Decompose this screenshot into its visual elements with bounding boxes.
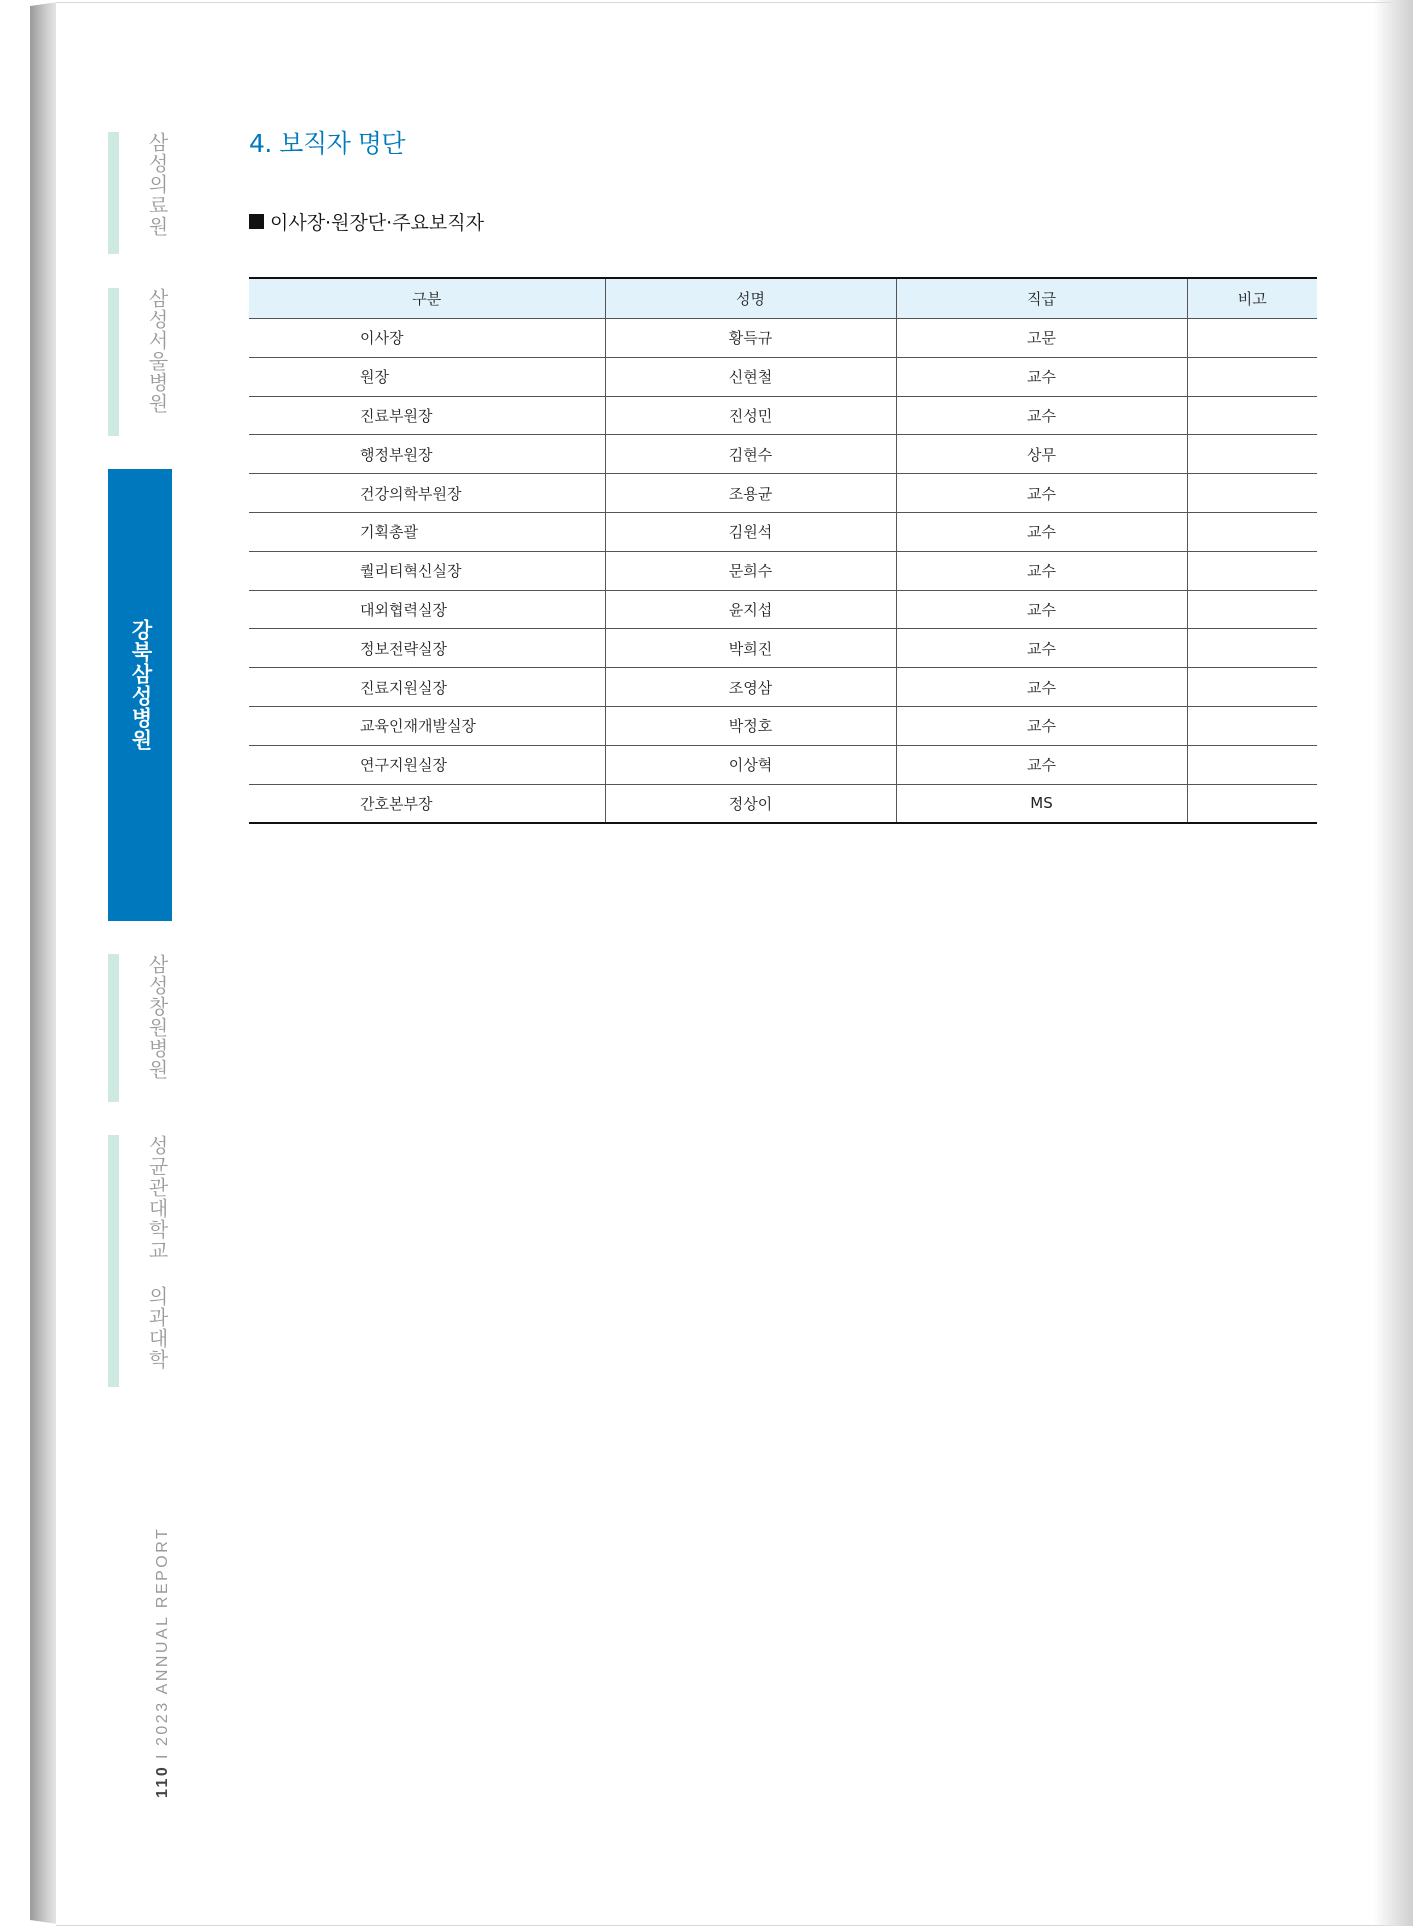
table-row [249,590,1317,629]
cell-note [1187,668,1317,707]
cell-name: 황득규 [605,319,896,358]
cell-division: 연구지원실장 [249,745,605,784]
section-title: 4. 보직자 명단 [249,129,405,158]
cell-division: 진료부원장 [249,396,605,435]
table-header-row [249,278,1317,319]
table-row [249,474,1317,513]
cell-note [1187,629,1317,668]
subsection-title-text: 이사장·원장단·주요보직자 [270,212,484,234]
cell-name: 진성민 [605,396,896,435]
subsection-title [249,208,484,235]
cell-rank: MS [896,784,1187,823]
column-header-note: 비고 [1187,278,1317,319]
cell-name: 김현수 [605,435,896,474]
sidebar-tab-samsung-medical-center[interactable] [108,132,172,254]
column-header-division: 구분 [249,278,605,319]
cell-note [1187,706,1317,745]
cell-rank: 교수 [896,629,1187,668]
page-number: 110 [154,1764,171,1798]
cell-rank: 교수 [896,474,1187,513]
cell-rank: 교수 [896,745,1187,784]
cell-rank: 교수 [896,357,1187,396]
cell-name: 김원석 [605,512,896,551]
table-row [249,784,1317,823]
footer-separator: I [154,1751,171,1759]
cell-note [1187,474,1317,513]
cell-note [1187,590,1317,629]
cell-name: 신현철 [605,357,896,396]
table-row [249,706,1317,745]
cell-division: 퀄리티혁신실장 [249,551,605,590]
table-row [249,745,1317,784]
cell-name: 이상혁 [605,745,896,784]
cell-division: 간호본부장 [249,784,605,823]
cell-rank: 상무 [896,435,1187,474]
cell-note [1187,319,1317,358]
table-row [249,629,1317,668]
cell-name: 조용균 [605,474,896,513]
table-row [249,319,1317,358]
cell-division: 교육인재개발실장 [249,706,605,745]
cell-name: 박희진 [605,629,896,668]
sidebar-tab-bar [108,1135,119,1387]
table-row [249,668,1317,707]
sidebar-tab-label: 삼성창원병원 [145,954,169,1080]
cell-division: 진료지원실장 [249,668,605,707]
cell-division: 행정부원장 [249,435,605,474]
column-header-rank: 직급 [896,278,1187,319]
sidebar-tab-samsung-changwon-hospital[interactable] [108,954,172,1102]
cell-note [1187,551,1317,590]
page-footer [152,1526,174,1798]
cell-note [1187,396,1317,435]
column-header-name: 성명 [605,278,896,319]
cell-name: 문희수 [605,551,896,590]
book-spine-edge [30,2,58,1924]
cell-rank: 고문 [896,319,1187,358]
sidebar-tab-bar [108,288,119,436]
cell-note [1187,512,1317,551]
cell-rank: 교수 [896,706,1187,745]
sidebar-tab-samsung-seoul-hospital[interactable] [108,288,172,436]
table-row [249,512,1317,551]
sidebar-tab-bar [108,132,119,254]
cell-rank: 교수 [896,396,1187,435]
sidebar-tab-kangbuk-samsung-hospital[interactable] [108,469,172,921]
table-row [249,435,1317,474]
sidebar-tab-label: 성균관대학교 의과대학 [145,1135,169,1370]
cell-division: 원장 [249,357,605,396]
cell-name: 박정호 [605,706,896,745]
officials-table [249,277,1317,824]
page-gutter-shadow [1373,0,1413,1926]
cell-rank: 교수 [896,590,1187,629]
sidebar-tab-skku-medicine[interactable] [108,1135,172,1387]
table-row [249,396,1317,435]
cell-name: 정상이 [605,784,896,823]
cell-rank: 교수 [896,668,1187,707]
sidebar-tab-bar [108,954,119,1102]
cell-rank: 교수 [896,551,1187,590]
sidebar-tab-label: 삼성의료원 [145,132,169,237]
table-row [249,551,1317,590]
cell-division: 대외협력실장 [249,590,605,629]
cell-division: 건강의학부원장 [249,474,605,513]
cell-division: 이사장 [249,319,605,358]
cell-name: 조영삼 [605,668,896,707]
cell-note [1187,784,1317,823]
sidebar-tab-label: 강북삼성병원 [129,619,153,751]
sidebar-tab-label: 삼성서울병원 [145,288,169,414]
square-bullet-icon [249,214,264,229]
cell-name: 윤지섭 [605,590,896,629]
cell-division: 정보전략실장 [249,629,605,668]
cell-division: 기획총괄 [249,512,605,551]
cell-note [1187,357,1317,396]
report-title: 2023 ANNUAL REPORT [154,1526,171,1746]
table-row [249,357,1317,396]
cell-note [1187,435,1317,474]
cell-note [1187,745,1317,784]
cell-rank: 교수 [896,512,1187,551]
